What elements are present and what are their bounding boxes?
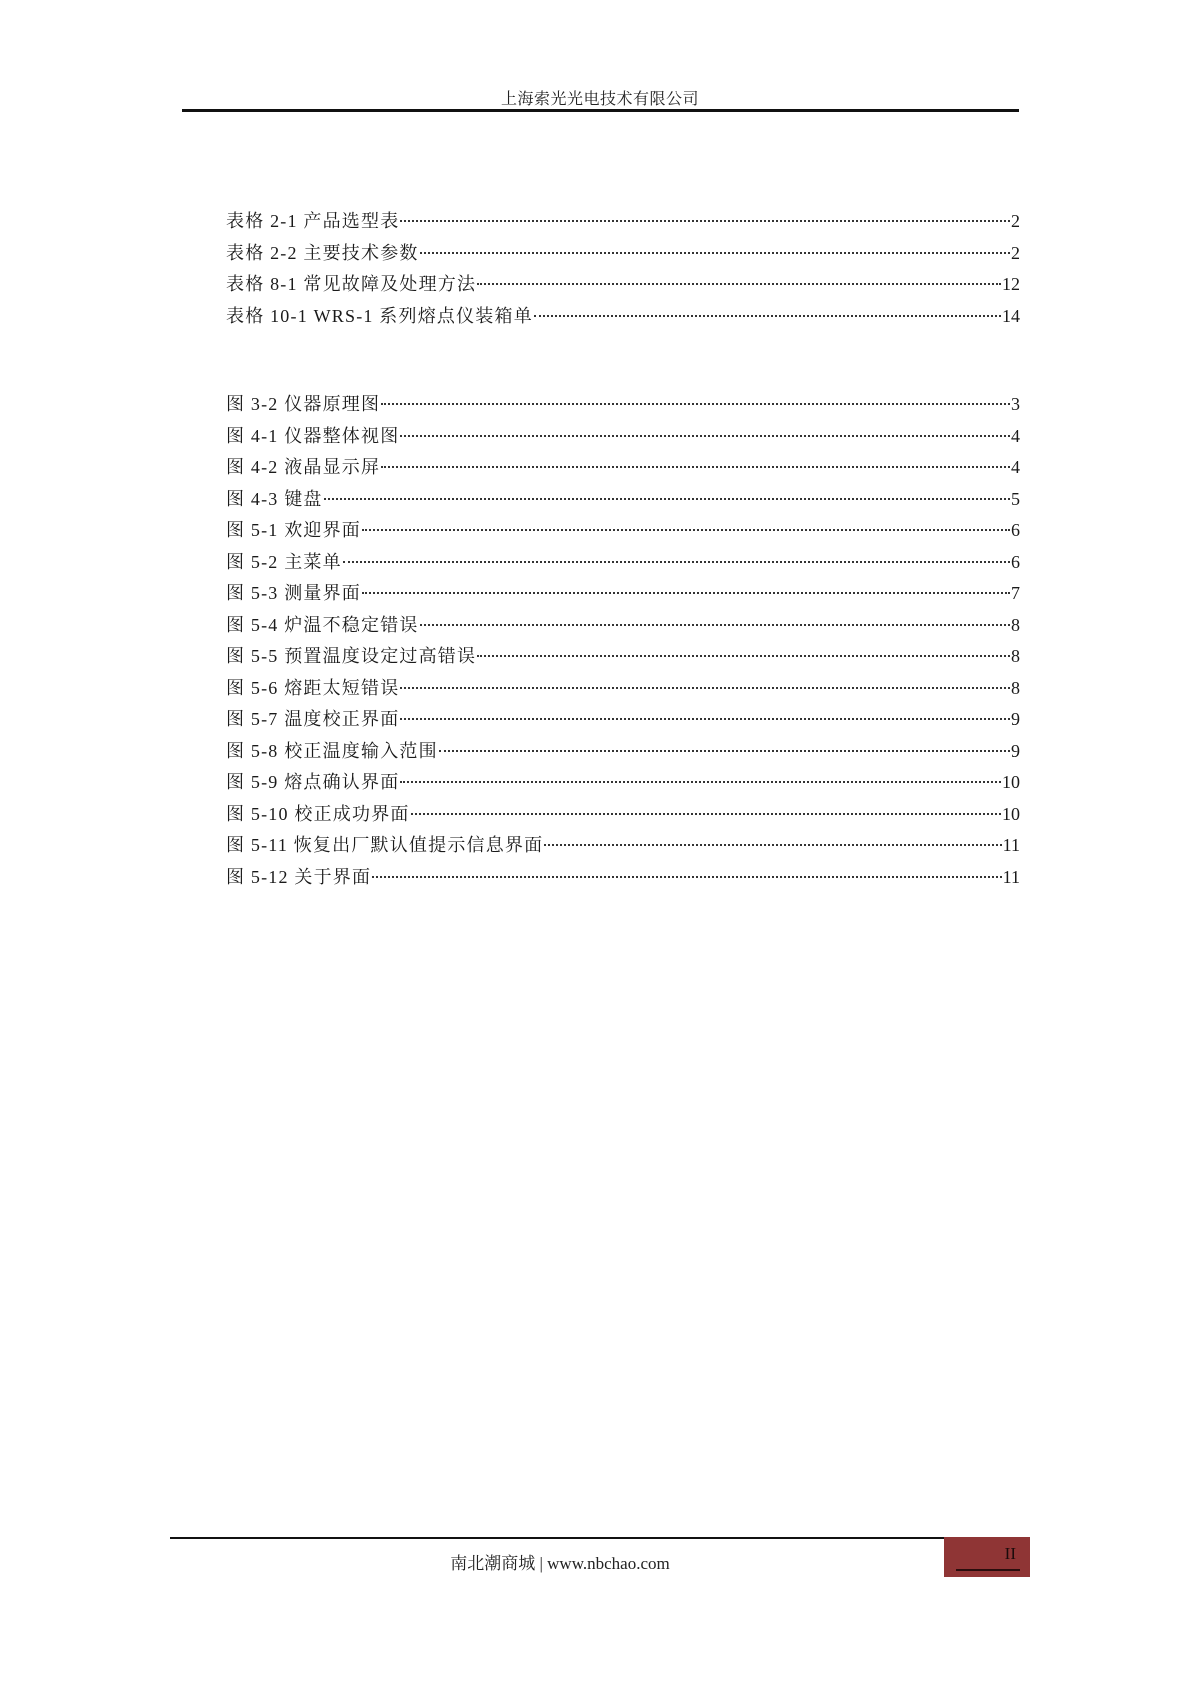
header-divider bbox=[182, 109, 1019, 112]
toc-entry[interactable] bbox=[226, 452, 1020, 484]
toc-entry-label: 图 4-2 液晶显示屏 bbox=[226, 457, 381, 477]
toc-entry-page: 9 bbox=[1011, 740, 1020, 761]
toc-entry-page: 11 bbox=[1002, 835, 1020, 855]
toc-entry-page: 8 bbox=[1011, 614, 1020, 635]
footer-site-text: 南北潮商城 | www.nbchao.com bbox=[450, 1554, 670, 1573]
toc-entry-label: 图 5-2 主菜单 bbox=[226, 551, 342, 572]
toc-entry[interactable] bbox=[226, 301, 1020, 333]
toc-entry-page: 7 bbox=[1011, 583, 1020, 603]
toc-entry[interactable] bbox=[226, 799, 1020, 831]
toc-entry[interactable] bbox=[226, 578, 1020, 610]
toc-entry-label: 图 5-5 预置温度设定过高错误 bbox=[226, 646, 477, 666]
dot-leader bbox=[439, 750, 1010, 752]
toc-entry-page: 8 bbox=[1011, 646, 1020, 666]
dot-leader bbox=[343, 561, 1010, 563]
dot-leader bbox=[400, 687, 1010, 689]
toc-entry-page: 14 bbox=[1002, 305, 1020, 326]
dot-leader bbox=[381, 403, 1010, 405]
toc-entry-label: 图 5-9 熔点确认界面 bbox=[226, 772, 400, 792]
dot-leader bbox=[362, 529, 1010, 531]
toc-entry[interactable] bbox=[226, 830, 1020, 862]
toc-entry-label: 图 5-10 校正成功界面 bbox=[226, 803, 410, 824]
dot-leader bbox=[544, 844, 1001, 846]
toc-entry-label: 图 5-3 测量界面 bbox=[226, 583, 361, 603]
toc-entry-label: 表格 10-1 WRS-1 系列熔点仪装箱单 bbox=[226, 305, 533, 326]
toc-entry[interactable] bbox=[226, 704, 1020, 736]
toc-entry-label: 图 5-6 熔距太短错误 bbox=[226, 677, 400, 698]
toc-entry[interactable] bbox=[226, 641, 1020, 673]
toc-entry[interactable] bbox=[226, 389, 1020, 421]
toc-entry-label: 图 5-7 温度校正界面 bbox=[226, 709, 400, 729]
toc-entry-page: 10 bbox=[1002, 772, 1020, 792]
toc-entry-page: 5 bbox=[1011, 488, 1020, 509]
toc-entry-label: 图 5-8 校正温度输入范围 bbox=[226, 740, 438, 761]
toc-entry-page: 2 bbox=[1011, 242, 1020, 263]
toc-entry-label: 图 5-4 炉温不稳定错误 bbox=[226, 614, 419, 635]
toc-entry-label: 图 5-11 恢复出厂默认值提示信息界面 bbox=[226, 835, 544, 855]
page-number-underline bbox=[956, 1569, 1020, 1571]
toc-figures-list bbox=[226, 389, 1020, 893]
toc-entry[interactable] bbox=[226, 736, 1020, 768]
toc-entry[interactable] bbox=[226, 269, 1020, 301]
dot-leader bbox=[400, 781, 1001, 783]
dot-leader bbox=[372, 876, 1001, 878]
toc-entry[interactable] bbox=[226, 206, 1020, 238]
toc-entry-label: 表格 8-1 常见故障及处理方法 bbox=[226, 274, 477, 294]
dot-leader bbox=[477, 283, 1001, 285]
page-number: II bbox=[1004, 1544, 1016, 1563]
footer-divider bbox=[170, 1537, 945, 1539]
toc-entry-label: 图 5-1 欢迎界面 bbox=[226, 520, 361, 540]
toc-entry-page: 2 bbox=[1011, 211, 1020, 231]
page-header-title: 上海索光光电技术有限公司 bbox=[500, 91, 699, 108]
page-number-box bbox=[944, 1537, 1030, 1577]
dot-leader bbox=[477, 655, 1010, 657]
dot-leader bbox=[324, 498, 1010, 500]
toc-entry-label: 表格 2-1 产品选型表 bbox=[226, 211, 400, 231]
dot-leader bbox=[420, 624, 1010, 626]
toc-tables-list bbox=[226, 206, 1020, 332]
dot-leader bbox=[400, 718, 1010, 720]
dot-leader bbox=[362, 592, 1010, 594]
toc-entry-label: 图 5-12 关于界面 bbox=[226, 866, 372, 887]
dot-leader bbox=[400, 220, 1010, 222]
toc-entry[interactable] bbox=[226, 515, 1020, 547]
toc-entry-page: 12 bbox=[1002, 274, 1020, 294]
toc-entry-page: 6 bbox=[1011, 551, 1020, 572]
toc-entry-page: 9 bbox=[1011, 709, 1020, 729]
toc-entry-page: 4 bbox=[1011, 457, 1020, 477]
toc-entry-label: 表格 2-2 主要技术参数 bbox=[226, 242, 419, 263]
toc-entry-label: 图 4-3 键盘 bbox=[226, 488, 323, 509]
dot-leader bbox=[400, 435, 1010, 437]
toc-entry[interactable] bbox=[226, 862, 1020, 894]
toc-entry[interactable] bbox=[226, 610, 1020, 642]
dot-leader bbox=[534, 315, 1001, 317]
toc-entry-page: 6 bbox=[1011, 520, 1020, 540]
dot-leader bbox=[381, 466, 1010, 468]
toc-entry[interactable] bbox=[226, 767, 1020, 799]
dot-leader bbox=[411, 813, 1001, 815]
toc-entry-page: 10 bbox=[1002, 803, 1020, 824]
toc-entry-label: 图 4-1 仪器整体视图 bbox=[226, 425, 400, 446]
toc-entry-label: 图 3-2 仪器原理图 bbox=[226, 394, 381, 414]
toc-entry-page: 11 bbox=[1002, 866, 1020, 887]
toc-entry[interactable] bbox=[226, 421, 1020, 453]
toc-entry[interactable] bbox=[226, 238, 1020, 270]
toc-entry-page: 3 bbox=[1011, 394, 1020, 414]
toc-entry[interactable] bbox=[226, 673, 1020, 705]
toc-entry[interactable] bbox=[226, 484, 1020, 516]
toc-entry-page: 4 bbox=[1011, 425, 1020, 446]
toc-entry-page: 8 bbox=[1011, 677, 1020, 698]
dot-leader bbox=[420, 252, 1010, 254]
toc-entry[interactable] bbox=[226, 547, 1020, 579]
